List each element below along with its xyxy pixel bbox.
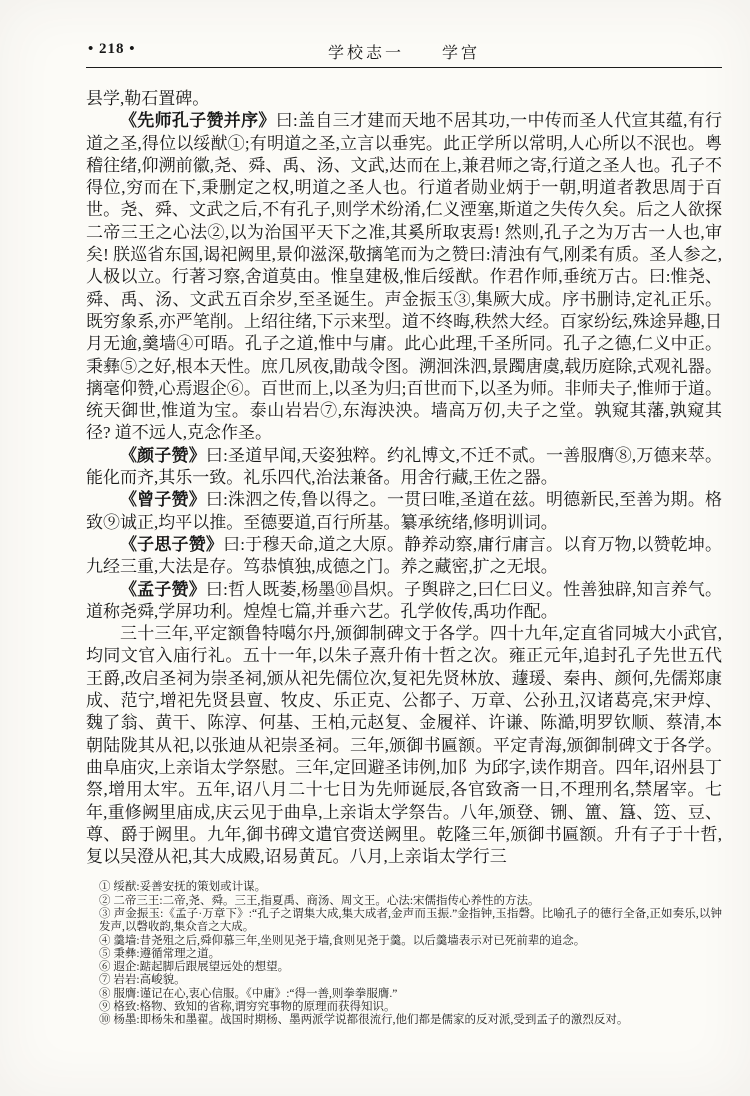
footnote-item: ⑨ 格致:格物、致知的省称,谓穷究事物的原理而获得知识。 [99,1001,396,1014]
eulogy-title: 《曾子赞》 [120,490,206,510]
paragraph-confucius-eulogy [86,110,722,444]
paragraph-text: 县学,勒石置碑。 [86,89,210,108]
eulogy-title: 《先师孔子赞并序》 [120,111,276,131]
footnote-item: ⑧ 服膺:谨记在心,衷心信服。《中庸》:“得一善,则拳拳服膺.” [99,987,398,1000]
paragraph-yanzi-eulogy [86,445,722,490]
footnote-item: ④ 羹墙:昔尧殂之后,舜仰慕三年,坐则见尧于墙,食则见尧于羹。以后羹墙表示对已死前辈的追念。 [99,934,586,947]
footnote-item: ⑦ 岩岩:高峻貌。 [99,974,186,987]
header-rule [86,67,722,68]
paragraph-text: 曰:哲人既萎,杨墨⑩昌炽。子舆辟之,曰仁曰义。性善独辟,知言养气。道称尧舜,学屏功利。煌煌七篇,并垂六艺。孔学攸传,禹功作配。 [86,579,722,621]
paragraph-text: 曰:于穆天命,道之大原。静养动察,庸行庸言。以育万物,以赞乾坤。九经三重,大法是存。笃恭慎独,成德之门。养之藏密,扩之无垠。 [86,534,722,577]
footnotes-section [99,881,722,1027]
paragraph-text: 三十三年,平定额鲁特噶尔丹,颁御制碑文于各学。四十九年,定直省同城大小武官,均同文官入庙行礼。五十一年,以朱子熹升侑十哲之次。雍正元年,追封孔子先世五代王爵,改启圣祠为崇圣祠,颁从祀先儒位次,复祀先贤林放、蘧瑗、秦冉、颜何,先儒郑康成、范宁,增祀先贤县亶、牧皮、乐正克、公都子、万章、公孙丑,汉诸葛亮,宋尹焞、魏了翁、黄干、陈淳、何基、王柏,元赵复、金履祥、许谦、陈澔,明罗钦顺、蔡清,本朝陆陇其从祀,以张迪从祀崇圣祠。三年,颁御书匾额。平定青海,颁御制碑文于各学。曲阜庙灾,上亲诣太学祭慰。三年,定回避圣讳例,加阝为邱字,读作期音。四年,诏州县丁祭,增用太牢。五年,诏八月二十七日为先师诞辰,各官致斋一日,不理刑名,禁屠宰。七年,重修阙里庙成,庆云见于曲阜,上亲诣太学祭告。八年,颁登、铏、簠、簋、笾、豆、尊、爵于阙里。九年,御书碑文遣官赍送阙里。乾隆三年,颁御书匾额。升有子于十哲,复以吴澄从祀,其大成殿,诏易黄瓦。八月,上亲诣太学行三 [86,624,722,867]
paragraph-text: 曰:洙泗之传,鲁以得之。一贯曰唯,圣道在兹。明德新民,至善为期。格致⑨诚正,均平以推。至德要道,百行所基。纂承统绪,修明训词。 [86,490,722,532]
page-number: • 218 • [88,41,136,57]
footnote-item: ⑩ 杨墨:即杨朱和墨翟。战国时期杨、墨两派学说都很流行,他们都是儒家的反对派,受到孟子的激烈反对。 [99,1014,629,1027]
footnote-item: ⑥ 遐企:踮起脚后跟展望远处的想望。 [99,961,290,974]
footnote-item: ① 绥猷:妥善安抚的策划或计谋。 [99,881,267,894]
eulogy-title: 《颜子赞》 [120,445,206,465]
paragraph-chronicle [86,623,722,868]
footnote-item: ⑤ 秉彝:遵循常理之道。 [99,947,221,960]
page-header [86,40,722,64]
paragraph-zengzi-eulogy [86,489,722,534]
footnote-item: ② 二帝三王:二帝,尧、舜。三王,指夏禹、商汤、周文王。心法:宋儒指传心养性的方法。 [99,894,540,907]
eulogy-title: 《子思子赞》 [120,534,224,554]
paragraph-continuation [86,88,722,110]
paragraph-text: 曰:圣道早闻,天姿独粹。约礼博文,不迁不贰。一善服膺⑧,万德来萃。能化而齐,其乐一致。礼乐四代,治法兼备。用舍行藏,王佐之器。 [86,445,722,488]
body-text [86,88,722,868]
footnote-item: ③ 声金振玉:《孟子·万章下》:“孔子之谓集大成,集大成者,金声而玉振.”金指钟,玉指磬。比喻孔子的德行全备,正如奏乐,以钟发声,以磬收韵,集众音之大成。 [99,907,722,934]
paragraph-mengzi-eulogy [86,579,722,624]
paragraph-zisizi-eulogy [86,534,722,579]
running-head-title: 学校志一 学宫 [327,45,480,62]
paragraph-text: 曰:盖自三才建而天地不居其功,一中传而圣人代宣其蕴,有行道之圣,得位以绥猷①;有明道之圣,立言以垂宪。此正学所以常明,人心所以不泯也。粤稽往绪,仰溯前徽,尧、舜、禹、汤、文武,达而在上,兼君师之寄,行道之圣人也。孔子不得位,穷而在下,秉删定之权,明道之圣人也。行道者勋业炳于一朝,明道者教思周于百世。尧、舜、文武之后,不有孔子,则学术纷淆,仁义湮塞,斯道之失传久矣。后之人欲探二帝三王之心法②,以为治国平天下之准,其奚所取衷焉! 然则,孔子之为万古一人也,审矣! 朕巡省东国,谒祀阙里,景仰滋深,敬摛笔而为之赞曰:清浊有气,刚柔有质。圣人参之,人极以立。行著习察,舍道莫由。惟皇建极,惟后绥猷。作君作师,垂统万古。曰:惟尧、舜、禹、汤、文武五百余岁,至圣诞生。声金振玉③,集厥大成。序书删诗,定礼正乐。既穷象系,亦严笔削。上绍往绪,下示来型。道不终晦,秩然大经。百家纷纭,殊途异趣,日月无逾,羹墙④可晤。孔子之道,惟中与庸。此心此理,千圣所同。孔子之德,仁义中正。秉彝⑤之好,根本天性。庶几夙夜,勖哉令图。溯洄洙泗,景躅唐虞,载历庭除,式观礼器。摛毫仰赞,心焉遐企⑥。百世而上,以圣为归;百世而下,以圣为师。非师夫子,惟师于道。统天御世,惟道为宝。泰山岩岩⑦,东海泱泱。墙高万仞,夫子之堂。孰窥其藩,孰窥其径? 道不远人,克念作圣。 [86,111,722,443]
eulogy-title: 《孟子赞》 [120,579,206,599]
